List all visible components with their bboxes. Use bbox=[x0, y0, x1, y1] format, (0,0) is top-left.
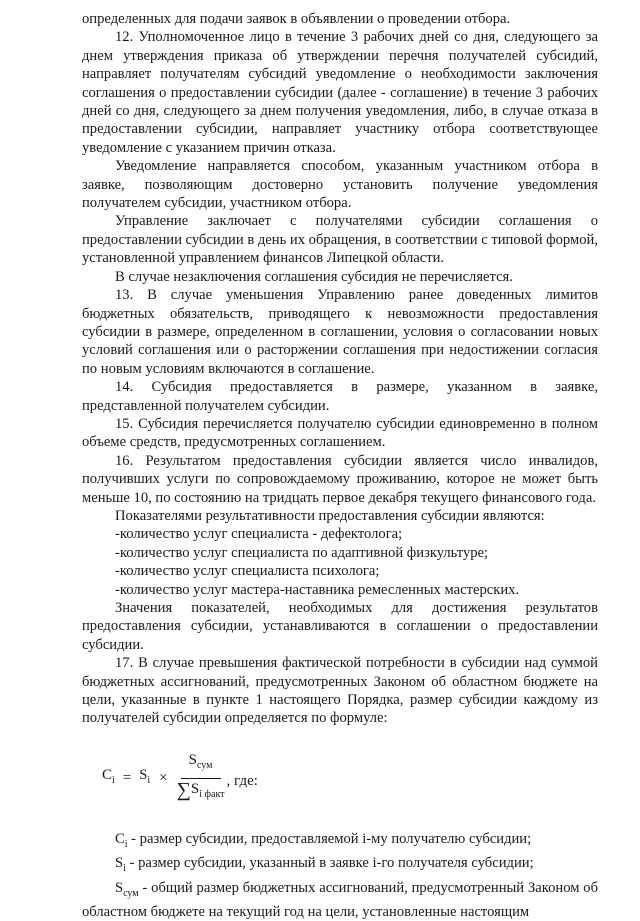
definition-ssum: $S_{сум}$ - общий размер бюджетных ассигнований, предусмотренный Законом об областном бюджете на текущий год на цели, установленные настоящим bbox=[82, 879, 598, 921]
paragraph-no-agreement: В случае незаключения соглашения субсидия не перечисляется. bbox=[115, 268, 513, 285]
indicator-item: -количество услуг мастера-наставника ремесленных мастерских. bbox=[115, 581, 520, 598]
formula-fraction bbox=[177, 751, 225, 804]
formula-tail: , где: bbox=[226, 772, 258, 789]
formula-denominator: $\sum S_{i факт}$ bbox=[176, 778, 225, 801]
paragraph-14: 14. Субсидия предоставляется в размере, указанном в заявке, представленной получателем субсидии. bbox=[82, 379, 598, 414]
formula-s: $S_i$ bbox=[139, 766, 151, 786]
indicator-item: -количество услуг специалиста по адаптивной физкультуре; bbox=[115, 544, 489, 561]
formula-times: × bbox=[159, 769, 168, 786]
paragraph-notice: Уведомление направляется способом, указанным участником отбора в заявке, позволяющим достоверно установить получение уведомления получателем субсидии, участником отбора. bbox=[82, 158, 598, 212]
indicator-item: -количество услуг специалиста психолога; bbox=[115, 563, 380, 580]
definition-si: $S_i$ - размер субсидии, указанный в заявке i-го получателя субсидии; bbox=[115, 855, 534, 875]
paragraph-15: 15. Субсидия перечисляется получателю субсидии единовременно в полном объеме средств, предусмотренных соглашением. bbox=[82, 415, 598, 451]
indicators-intro: Показателями результативности предоставления субсидии являются: bbox=[115, 507, 545, 524]
indicator-item: -количество услуг специалиста - дефектолога; bbox=[115, 526, 403, 543]
paragraph-17: 17. В случае превышения фактической потребности в субсидии над суммой бюджетных ассигнований, предусмотренных Законом об областном бюджете на цели, указанные в пункте 1 настоящего Порядка, размер субсидии каждому из получателей субсидии определяется по формуле: bbox=[82, 655, 598, 727]
formula-numerator: $S_{сум}$ bbox=[181, 751, 221, 778]
definition-ci: $C_i$ - размер субсидии, предоставляемой i-му получателю субсидии; bbox=[115, 830, 532, 850]
indicators-values: Значения показателей, необходимых для достижения результатов предоставления субсидии, устанавливаются в соглашении о предоставлении субсидии. bbox=[82, 600, 598, 653]
text-line: определенных для подачи заявок в объявлении о проведении отбора. bbox=[82, 11, 511, 27]
paragraph-agreement: Управление заключает с получателями субсидии соглашения о предоставлении субсидии в день их обращения, в соответствии с типовой формой, установленной управлением финансов Липецкой области. bbox=[82, 213, 598, 267]
subsidy-formula bbox=[102, 748, 598, 808]
formula-lhs: $C_i$ bbox=[102, 766, 115, 786]
paragraph-16: 16. Результатом предоставления субсидии является число инвалидов, получивших услуги по сопровождаемому проживанию, которое не может быть меньше 10, по состоянию на тридцать первое декабря текущего финансового года. bbox=[82, 452, 598, 506]
paragraph-13: 13. В случае уменьшения Управлению ранее доведенных лимитов бюджетных обязательств, приводящего к невозможности предоставления субсидии в размере, определенном в соглашении, условия о согласовании новых условий соглашения или о расторжении соглашения при недостижении согласия по новым условиям включаются в соглашение. bbox=[82, 287, 598, 377]
formula-equals: = bbox=[122, 769, 132, 786]
paragraph-12: 12. Уполномоченное лицо в течение 3 рабочих дней со дня, следующего за днем утверждения приказа об утверждении перечня получателей субсидий, направляет получателям субсидий уведомление о необходимости заключения соглашения о предоставлении субсидии (далее - соглашение) в течение 3 рабочих дней со дня, следующего за днем получения уведомления, либо, в случае отказа в предоставлении субсидии, направляет участнику отбора соответствующее уведомление с указанием причин отказа. bbox=[82, 29, 598, 156]
